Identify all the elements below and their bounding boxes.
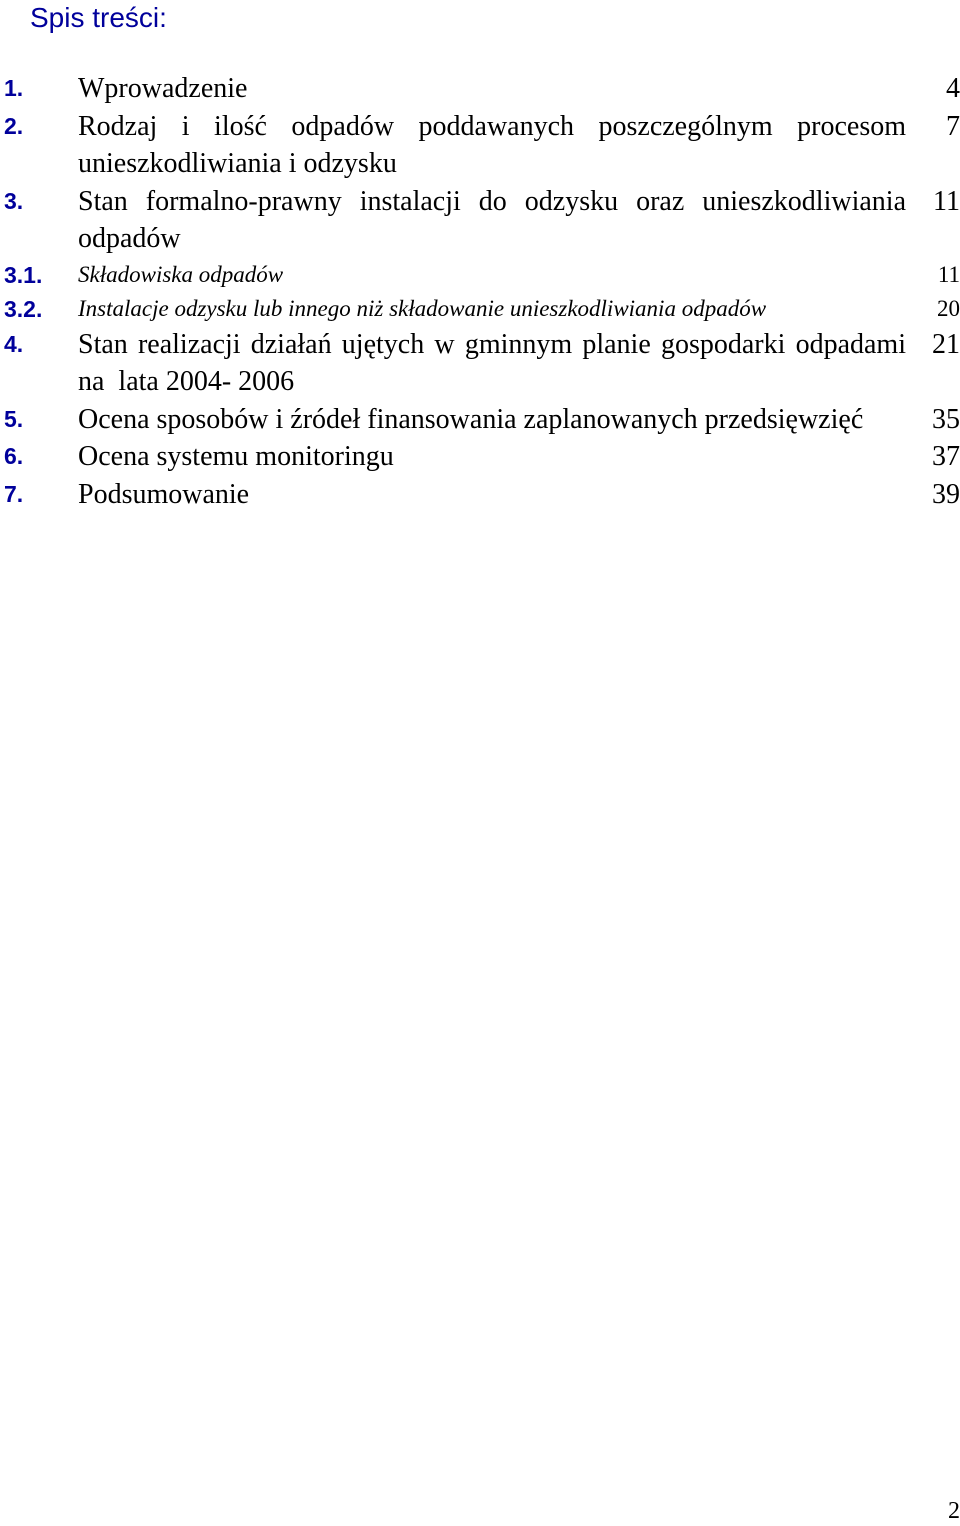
toc-entry-number: 3. — [4, 187, 24, 214]
toc-entry-title: Wprowadzenie — [78, 73, 248, 104]
toc-entry[interactable] — [0, 401, 960, 439]
toc-entry-title: Ocena systemu monitoringu — [78, 441, 394, 472]
toc-entry-page: 39 — [932, 478, 960, 510]
toc-entry-page: 11 — [937, 261, 960, 287]
toc-entry-page: 21 — [932, 328, 960, 360]
toc-entry-page: 37 — [932, 441, 960, 472]
toc-entry-number: 5. — [4, 405, 24, 432]
toc-entry-number: 3.1. — [4, 261, 43, 288]
toc-entry-title: Stan formalno-prawny instalacji do odzysku oraz unieszkodliwiania odpadów — [78, 185, 906, 254]
toc-entry-page: 20 — [937, 295, 960, 321]
toc-entry-title: Składowiska odpadów — [78, 261, 284, 287]
toc-entry-number: 6. — [4, 443, 24, 469]
table-of-contents — [0, 70, 960, 513]
toc-entry-number: 4. — [4, 330, 24, 357]
toc-entry-number: 2. — [4, 112, 24, 139]
toc-entry-page: 7 — [946, 110, 960, 142]
toc-subentry[interactable] — [0, 292, 960, 326]
toc-entry-number: 3.2. — [4, 295, 43, 322]
toc-entry-page: 11 — [933, 185, 960, 217]
toc-entry-title: Rodzaj i ilość odpadów poddawanych poszczególnym procesom unieszkodliwiania i odzysku — [78, 110, 906, 179]
toc-entry[interactable] — [0, 70, 960, 108]
page-number: 2 — [948, 1498, 960, 1524]
toc-entry[interactable] — [0, 438, 960, 476]
toc-entry-page: 35 — [932, 403, 960, 435]
toc-entry-title: Stan realizacji działań ujętych w gminnym planie gospodarki odpadami na lata 2004- 2006 — [78, 328, 913, 397]
toc-entry-title: Instalacje odzysku lub innego niż składowanie unieszkodliwiania odpadów — [78, 295, 767, 321]
toc-entry-title: Ocena sposobów i źródeł finansowania zaplanowanych przedsięwzięć — [78, 403, 864, 435]
toc-entry-title: Podsumowanie — [78, 478, 250, 510]
toc-subentry[interactable] — [0, 258, 960, 292]
toc-entry-number: 1. — [4, 75, 24, 101]
toc-entry[interactable] — [0, 326, 960, 401]
toc-entry[interactable] — [0, 476, 960, 514]
toc-entry-number: 7. — [4, 480, 24, 507]
toc-entry[interactable] — [0, 183, 960, 258]
toc-heading: Spis treści: — [30, 2, 167, 33]
toc-entry[interactable] — [0, 108, 960, 183]
toc-entry-page: 4 — [946, 73, 960, 104]
